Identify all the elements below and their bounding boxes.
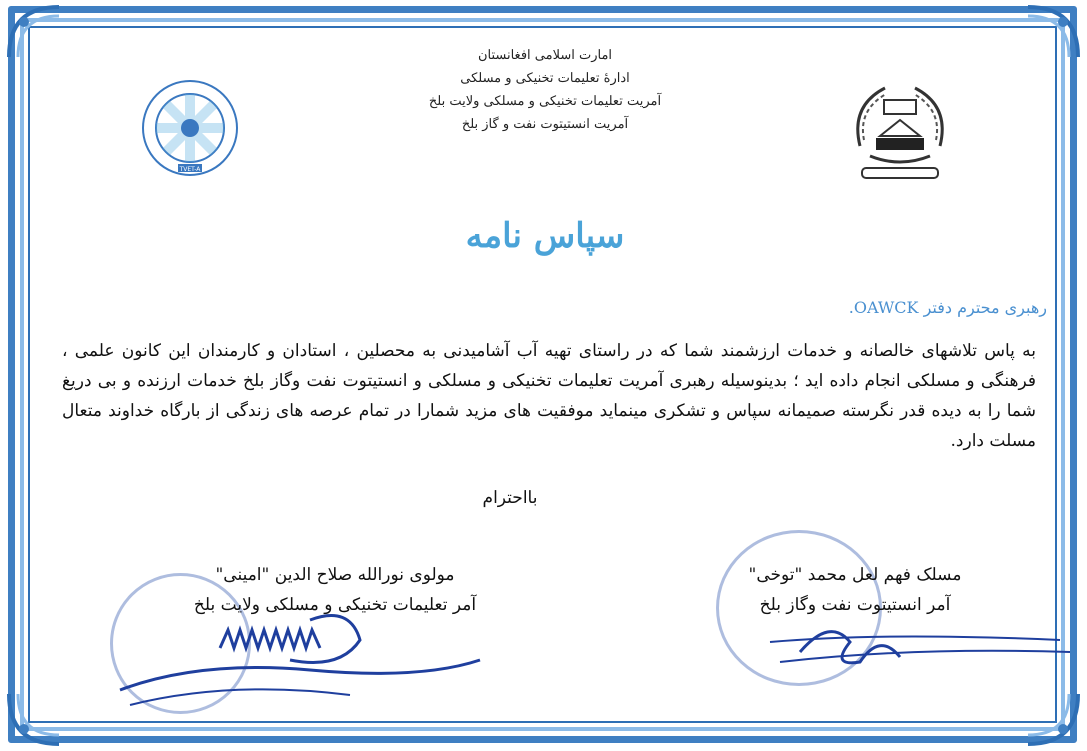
corner-ornament-icon [1023,689,1083,749]
signatory-name: مسلک فهم لعل محمد "توخی" [748,565,962,585]
corner-ornament-icon [4,689,64,749]
signatory-right [720,560,990,620]
recipient-line: رهبری محترم دفتر OAWCK. [848,298,1047,317]
header-line-emirate: امارت اسلامی افغانستان [477,48,613,63]
header-line-provincial: آمریت تعلیمات تخنیکی و مسلکی ولایت بلخ [428,94,662,109]
emirate-emblem-icon [840,76,960,188]
tvet-a-logo-icon [140,78,240,178]
body-paragraph: به پاس تلاشهای خالصانه و خدمات ارزشمند شما که در راستای تهیه آب آشامیدنی به محصلین ، استادان و کارمندان این کانون علمی ، فرهنگی و مسلکی انجام داده اید ؛ بدینوسیله رهبری آمریت تعلیمات تخنیکی و مسلکی و انستیتوت نفت وگاز بلخ خدمات ارزنده و بی دریغ شما را به دیده قدر نگرسته صمیمانه سپاس و تشکری مینماید موفقیت های مزید شمارا در تمام عرصه های زندگی از بارگاه خداوند متعال مسلت دارد. [62,341,1036,451]
corner-ornament-icon [4,2,64,62]
closing-regards: بااحترام [482,488,538,508]
signatory-name: مولوی نورالله صلاح الدین "امینی" [215,565,455,585]
corner-ornament-icon [1023,2,1083,62]
signatory-title: آمر انستیتوت نفت وگاز بلخ [759,595,951,615]
header-line-institute: آمریت انستیتوت نفت و گاز بلخ [461,117,629,132]
certificate-title: سپاس نامه [465,216,625,256]
handwritten-signature-icon [110,600,490,724]
certificate-body [62,336,1036,456]
signatory-title: آمر تعلیمات تخنیکی و مسلکی ولایت بلخ [193,595,477,615]
logo-text: TVET-A [179,166,201,173]
header-line-directorate: ادارهٔ تعلیمات تخنیکی و مسلکی [460,71,630,86]
handwritten-signature-icon [760,612,1080,686]
letterhead [340,44,750,136]
